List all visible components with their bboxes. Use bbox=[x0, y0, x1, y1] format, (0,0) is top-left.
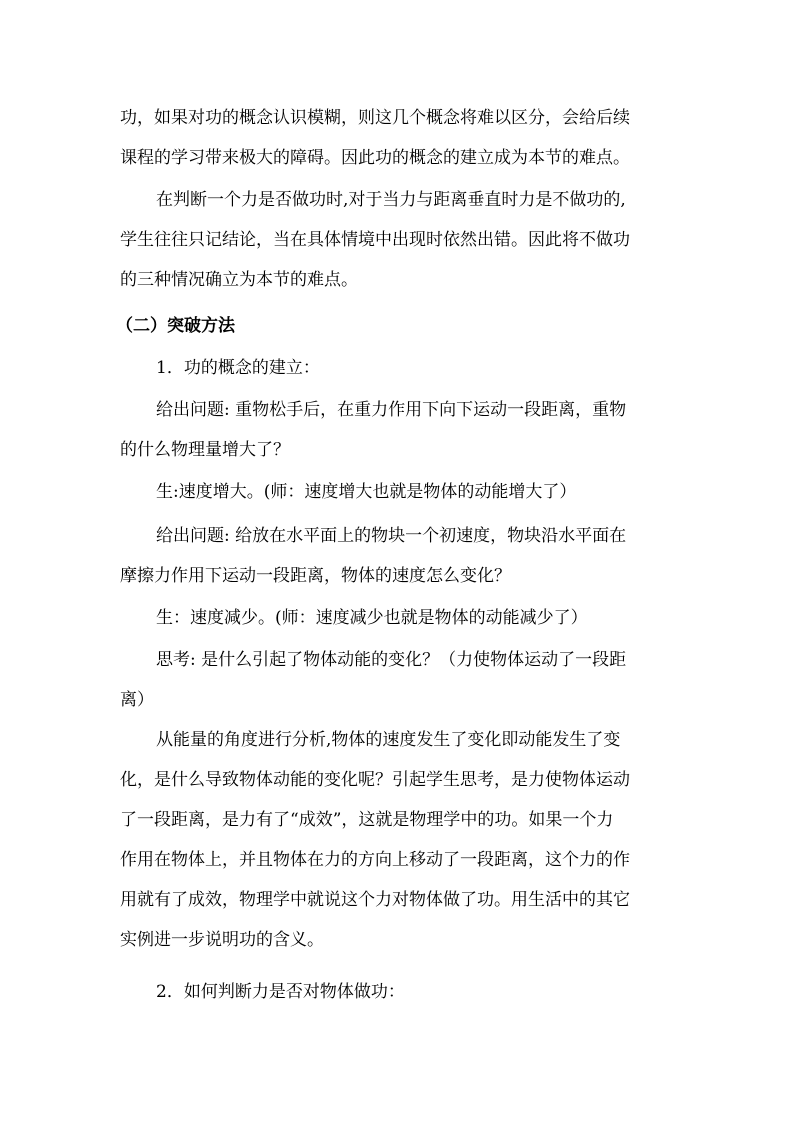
text-line: 课程的学习带来极大的障碍。因此功的概念的建立成为本节的难点。 bbox=[120, 148, 630, 168]
text-line: 功，如果对功的概念认识模糊，则这几个概念将难以区分，会给后续 bbox=[120, 108, 630, 128]
heading-text: （二）突破方法 bbox=[116, 316, 235, 336]
text-line: 学生往往只记结论，当在具体情境中出现时依然出错。因此将不做功 bbox=[120, 230, 630, 250]
text-line: 生:速度增大。(师：速度增大也就是物体的动能增大了） bbox=[156, 482, 577, 502]
text-line: 生：速度减少。(师：速度减少也就是物体的动能减少了） bbox=[156, 608, 588, 628]
text-line: 思考: 是什么引起了物体动能的变化？（力使物体运动了一段距 bbox=[156, 650, 627, 670]
paragraph-think bbox=[120, 640, 680, 720]
text-line: 给出问题: 重物松手后，在重力作用下向下运动一段距离，重物 bbox=[156, 400, 627, 420]
text-line: 给出问题: 给放在水平面上的物块一个初速度，物块沿水平面在 bbox=[156, 526, 627, 546]
text-line: 1．功的概念的建立： bbox=[156, 358, 320, 378]
text-line: 化，是什么导致物体动能的变化呢？引起学生思考，是力使物体运动 bbox=[120, 770, 630, 790]
text-line: 作用在物体上，并且物体在力的方向上移动了一段距离，这个力的作 bbox=[120, 850, 630, 870]
paragraph-question-2 bbox=[120, 516, 680, 596]
subheading-work-concept bbox=[120, 348, 680, 388]
text-line: 2．如何判断力是否对物体做功： bbox=[156, 982, 405, 1002]
section-heading bbox=[116, 306, 676, 346]
text-line: 用就有了成效，物理学中就说这个力对物体做了功。用生活中的其它 bbox=[120, 890, 630, 910]
paragraph-difficulty-no-work bbox=[120, 180, 680, 300]
paragraph-energy-analysis bbox=[120, 720, 680, 960]
text-line: 的什么物理量增大了？ bbox=[120, 440, 290, 460]
text-line: 实例进一步说明功的含义。 bbox=[120, 930, 324, 950]
paragraph-answer-2 bbox=[120, 598, 680, 638]
text-line: 在判断一个力是否做功时,对于当力与距离垂直时力是不做功的, bbox=[156, 190, 626, 210]
text-line: 摩擦力作用下运动一段距离，物体的速度怎么变化？ bbox=[120, 566, 511, 586]
text-line: 的三种情况确立为本节的难点。 bbox=[120, 270, 358, 290]
text-line: 离） bbox=[120, 690, 154, 710]
subheading-judge-work bbox=[120, 972, 680, 1012]
text-line: 从能量的角度进行分析,物体的速度发生了变化即动能发生了变 bbox=[156, 730, 621, 750]
text-line: 了一段距离，是力有了“成效”，这就是物理学中的功。如果一个力 bbox=[120, 810, 614, 830]
paragraph-question-1 bbox=[120, 390, 680, 470]
paragraph-difficulty-concept bbox=[120, 98, 680, 178]
paragraph-answer-1 bbox=[120, 472, 680, 512]
